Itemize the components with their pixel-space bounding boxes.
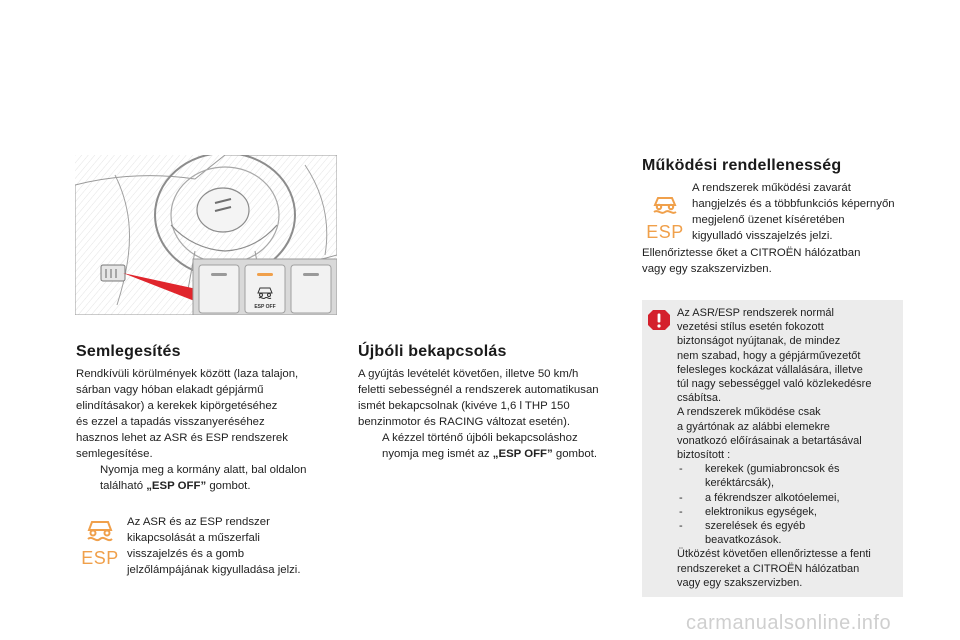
text-line: vezetési stílus esetén fokozott [677,321,824,334]
text-line: a fékrendszer alkotóelemei, [705,491,840,504]
text-line: Rendkívüli körülmények között (laza talajon, [76,368,299,380]
dash-bullet: - [679,463,683,476]
text-line: szerelések és egyéb [705,520,806,533]
text-line: vagy egy szakszervizben. [642,263,772,275]
text-fragment: gombot. [206,480,251,492]
text-line: feletti sebességnél a rendszerek automatikusan [358,384,599,396]
text-line: semlegesítése. [76,448,153,460]
text-line: kikapcsolását a műszerfali [127,532,260,544]
warning-exclamation-icon [647,309,671,331]
text-line: A gyújtás levételét követően, illetve 50 km/h [358,368,579,380]
text-line: keréktárcsák), [705,477,775,490]
esp-off-button-label: ESP OFF [254,304,276,310]
list-item [677,462,901,490]
text-line: csábítsa. [677,392,722,405]
text-line: A kézzel történő újbóli bekapcsoláshoz [382,432,578,444]
fault-instruction [642,245,917,277]
heading-ujboli-bekapcsolas: Újbóli bekapcsolás [358,343,507,360]
esp-label: ESP [646,222,684,242]
text-line: vonatkozó előírásainak a betartásával [677,434,862,447]
text-line: és ezzel a tapadás visszanyeréséhez [76,416,265,428]
text-line: Nyomja meg a kormány alatt, bal oldalon [100,464,307,476]
text-line: biztosított : [677,449,731,462]
text-line: benzinmotor és RACING változat esetén). [358,416,571,428]
indicator-description [127,514,337,578]
esp-label: ESP [81,548,119,568]
watermark: carmanualsonline.info [686,612,892,634]
text-line: biztonságot nyújtanak, de mindez [677,335,841,348]
switch-location [101,265,125,281]
text-line: hangjelzés és a többfunkciós képernyőn [692,198,895,210]
dash-bullet: - [679,520,683,533]
text-line: A rendszerek működése csak [677,406,821,419]
list-item [677,519,901,547]
text-line [100,478,341,494]
list-item [677,491,901,505]
text-fragment: található [100,480,147,492]
dash-bullet: - [679,505,683,518]
text-line: a gyártónak az alábbi elemekre [677,420,830,433]
esp-off-button-name: „ESP OFF” [492,448,553,460]
text-line: elindításakor) a kerekek kipörgetéséhez [76,400,278,412]
text-line: kigyulladó visszajelzés jelzi. [692,230,833,242]
heading-mukodesi-rendellenesseg: Működési rendellenesség [642,157,842,174]
text-line: megjelenő üzenet kíséretében [692,214,845,226]
text-line: Ellenőriztesse őket a CITROËN hálózatban [642,247,861,259]
text-line: felesleges kockázat vállalására, illetve [677,363,863,376]
text-line: jelzőlámpájának kigyulladása jelzi. [127,564,301,576]
steering-column-illustration [75,155,337,315]
text-fragment: nyomja meg ismét az [382,448,493,460]
esp-off-button-name: „ESP OFF” [146,480,207,492]
text-line: beavatkozások. [705,534,782,547]
text-line: Az ASR/ESP rendszerek normál [677,307,834,319]
esp-warning-icon [80,514,120,568]
col2-body [358,366,630,462]
instruction-item [358,430,630,462]
instruction-item [76,462,341,494]
text-line: Ütközést követően ellenőriztesse a fenti [677,548,871,561]
fault-description [692,180,917,244]
text-line: hasznos lehet az ASR és ESP rendszerek [76,432,288,444]
text-line: túl nagy sebességgel való közlekedésre [677,378,872,391]
text-line: ismét bekapcsolnak (kivéve 1,6 l THP 150 [358,400,570,412]
text-line: sárban vagy hóban elakadt gépjármű [76,384,264,396]
safety-notice-box [642,300,903,597]
dash-bullet: - [679,491,683,504]
col1-body [76,366,341,494]
text-line: elektronikus egységek, [705,505,817,518]
text-line: vagy egy szakszervizben. [677,576,803,589]
text-line: rendszereket a CITROËN hálózatban [677,562,860,575]
text-line: kerekek (gumiabroncsok és [705,463,840,476]
text-line: A rendszerek működési zavarát [692,182,851,194]
notice-content [677,306,901,590]
text-line: nem szabad, hogy a gépjárművezetőt [677,349,861,362]
text-line [382,446,630,462]
list-item [677,505,901,519]
text-fragment: gombot. [552,448,598,460]
esp-fault-icon [645,196,685,246]
text-line: visszajelzés és a gomb [127,548,245,560]
text-line: Az ASR és az ESP rendszer [127,516,270,528]
heading-semlegesites: Semlegesítés [76,343,181,360]
